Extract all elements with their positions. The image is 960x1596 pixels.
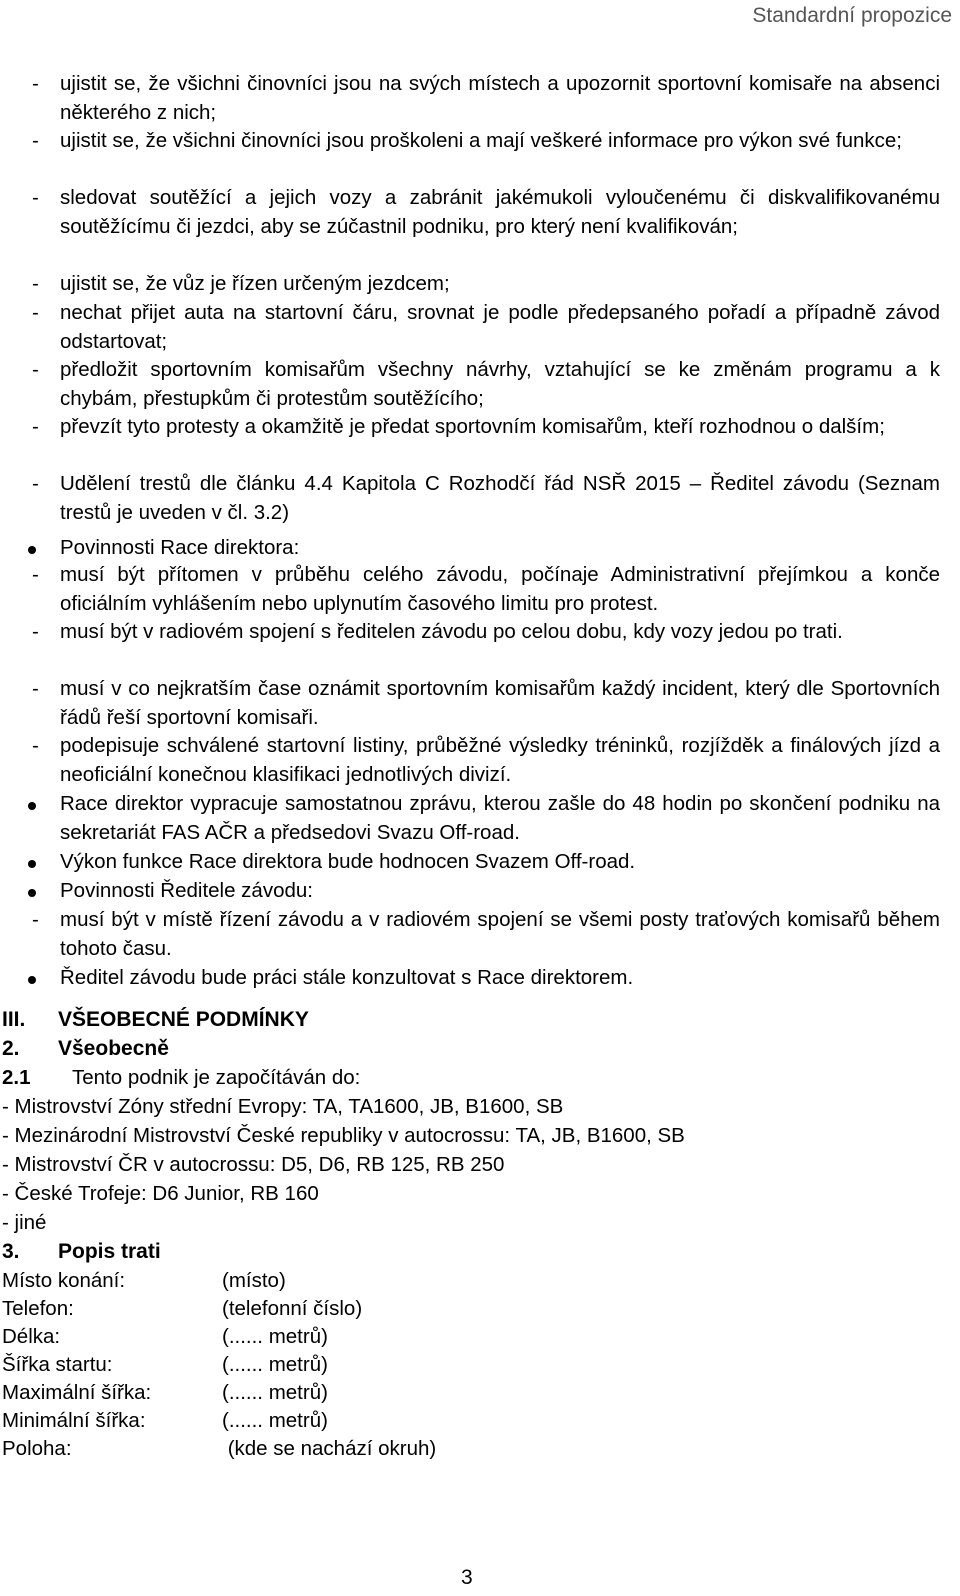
championship-line: - Mezinárodní Mistrovství České republiky v autocrossu: TA, JB, B1600, SB: [2, 1124, 685, 1147]
list-item: [32, 184, 940, 241]
championship-line: - Mistrovství Zóny střední Evropy: TA, TA1600, JB, B1600, SB: [2, 1095, 564, 1118]
bullet-item-text: Povinnosti Race direktora:: [60, 536, 300, 559]
section-number: 3.: [2, 1240, 20, 1263]
bullet-item-text: Race direktor vypracuje samostatnou zprávu, kterou zašle do 48 hodin po skončení podniku na sekretariát FAS AČR a předsedovi Svazu Off-road.: [60, 792, 940, 844]
dash-marker: -: [32, 129, 39, 152]
list-item: [32, 127, 940, 156]
track-value: (...... metrů): [222, 1325, 328, 1348]
list-item-text: převzít tyto protesty a okamžitě je předat sportovním komisařům, kteří rozhodnou o dalším;: [60, 415, 885, 438]
dash-marker: -: [32, 72, 39, 95]
section-heading: [2, 1238, 161, 1267]
list-item-text: musí v co nejkratším čase oznámit sportovním komisařům každý incident, který dle Sportovních řádů řeší sportovní komisaři.: [60, 677, 940, 729]
dash-marker: -: [32, 908, 39, 931]
list-item: [32, 270, 940, 299]
track-value: (kde se nachází okruh): [222, 1437, 437, 1460]
track-value: (místo): [222, 1269, 286, 1292]
championship-line: - České Trofeje: D6 Junior, RB 160: [2, 1182, 319, 1205]
list-item-text: sledovat soutěžící a jejich vozy a zabránit jakémukoli vyloučenému či diskvalifikovanému soutěžícímu či jezdci, aby se zúčastnil podniku, pro který není kvalifikován;: [60, 186, 940, 238]
track-row: [2, 1323, 328, 1352]
section-title: Popis trati: [58, 1240, 161, 1263]
dash-marker: -: [32, 734, 39, 757]
bullet-item: [30, 790, 940, 847]
list-item-text: ujistit se, že všichni činovníci jsou na svých místech a upozornit sportovní komisaře na absenci některého z nich;: [60, 72, 940, 124]
dash-marker: -: [32, 472, 39, 495]
bullet-icon: [28, 860, 36, 868]
track-label: Délka:: [2, 1325, 61, 1348]
list-item: [32, 732, 940, 789]
clause-number: 2.1: [2, 1066, 31, 1089]
bullet-item: [30, 877, 940, 906]
section-title: Všeobecně: [58, 1037, 169, 1060]
list-item-text: Udělení trestů dle článku 4.4 Kapitola C Rozhodčí řád NSŘ 2015 – Ředitel závodu (Seznam trestů je uveden v čl. 3.2): [60, 472, 940, 524]
list-item-text: musí být přítomen v průběhu celého závodu, počínaje Administrativní přejímkou a konče oficiálním vyhlášením nebo uplynutím časového limitu pro protest.: [60, 563, 940, 615]
dash-marker: -: [32, 677, 39, 700]
list-item-text: předložit sportovním komisařům všechny návrhy, vztahující se ke změnám programu a k chybám, přestupkům či protestům soutěžícího;: [60, 358, 940, 410]
bullet-icon: [28, 889, 36, 897]
clause-text: Tento podnik je započítáván do:: [72, 1066, 361, 1089]
list-item: [32, 356, 940, 413]
track-row: [2, 1435, 436, 1464]
list-item-text: ujistit se, že vůz je řízen určeným jezdcem;: [60, 272, 450, 295]
bullet-item: [30, 964, 940, 993]
track-row: [2, 1379, 328, 1408]
list-item: [32, 906, 940, 963]
bullet-item-text: Ředitel závodu bude práci stále konzultovat s Race direktorem.: [60, 966, 634, 989]
track-row: [2, 1351, 328, 1380]
bullet-item-text: Povinnosti Ředitele závodu:: [60, 879, 313, 902]
section-heading: [2, 1006, 309, 1035]
section-title: VŠEOBECNÉ PODMÍNKY: [58, 1008, 309, 1031]
list-item: [32, 413, 940, 442]
track-label: Telefon:: [2, 1297, 74, 1320]
dash-marker: -: [32, 620, 39, 643]
track-row: [2, 1267, 286, 1296]
list-item: [32, 561, 940, 618]
list-item: [32, 299, 940, 356]
list-item: [32, 470, 940, 527]
list-item: [32, 618, 940, 647]
section-number: 2.: [2, 1037, 20, 1060]
bullet-icon: [28, 546, 36, 554]
bullet-icon: [28, 802, 36, 810]
list-item-text: musí být v místě řízení závodu a v radiovém spojení se všemi posty traťových komisařů během tohoto času.: [60, 908, 940, 960]
track-row: [2, 1295, 362, 1324]
track-label: Maximální šířka:: [2, 1381, 152, 1404]
section-number: III.: [2, 1008, 26, 1031]
bullet-item-text: Výkon funkce Race direktora bude hodnocen Svazem Off-road.: [60, 850, 636, 873]
list-item-text: nechat přijet auta na startovní čáru, srovnat je podle předepsaného pořadí a případně závod odstartovat;: [60, 301, 940, 353]
championship-line: - jiné: [2, 1211, 47, 1234]
list-item-text: ujistit se, že všichni činovníci jsou proškoleni a mají veškeré informace pro výkon své funkce;: [60, 129, 903, 152]
section-heading: [2, 1035, 169, 1064]
dash-marker: -: [32, 563, 39, 586]
track-value: (...... metrů): [222, 1409, 328, 1432]
championship-line: - Mistrovství ČR v autocrossu: D5, D6, RB 125, RB 250: [2, 1153, 505, 1176]
track-row: [2, 1407, 328, 1436]
track-label: Místo konání:: [2, 1269, 126, 1292]
dash-marker: -: [32, 358, 39, 381]
dash-marker: -: [32, 301, 39, 324]
track-value: (telefonní číslo): [222, 1297, 363, 1320]
dash-marker: -: [32, 272, 39, 295]
bullet-item: [30, 848, 940, 877]
dash-marker: -: [32, 415, 39, 438]
list-item-text: musí být v radiovém spojení s ředitelen závodu po celou dobu, kdy vozy jedou po trati.: [60, 620, 843, 643]
list-item-text: podepisuje schválené startovní listiny, průběžné výsledky tréninků, rozjížděk a finálových jízd a neoficiální konečnou klasifikaci jednotlivých divizí.: [60, 734, 940, 786]
page-header-title: Standardní propozice: [752, 4, 952, 27]
track-value: (...... metrů): [222, 1381, 328, 1404]
page-number: 3: [461, 1566, 473, 1589]
track-value: (...... metrů): [222, 1353, 328, 1376]
bullet-item: [30, 534, 940, 563]
dash-marker: -: [32, 186, 39, 209]
track-label: Šířka startu:: [2, 1353, 113, 1376]
list-item: [32, 675, 940, 732]
track-label: Minimální šířka:: [2, 1409, 146, 1432]
bullet-icon: [28, 976, 36, 984]
clause-line: [2, 1064, 360, 1093]
track-label: Poloha:: [2, 1437, 72, 1460]
list-item: [32, 70, 940, 127]
